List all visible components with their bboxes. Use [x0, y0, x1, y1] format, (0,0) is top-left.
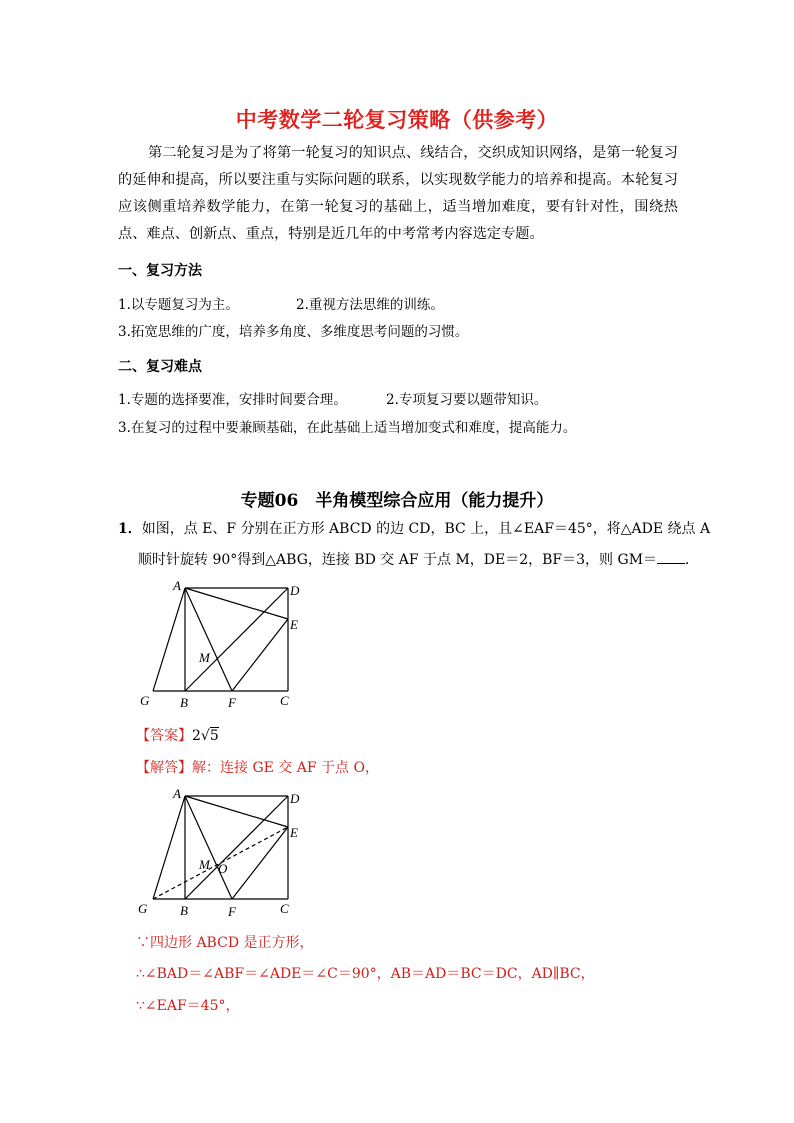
problem-text-line1: 如图，点 E、F 分别在正方形 ABCD 的边 CD，BC 上，且∠EAF＝45°，将△ADE 绕点 A — [141, 521, 711, 537]
label-B: B — [180, 903, 188, 918]
problem-text-line2: 顺时针旋转 90°得到△ABG，连接 BD 交 AF 于点 M，DE＝2，BF＝3，则 GM＝ — [138, 552, 658, 568]
edge-AG — [153, 796, 185, 899]
edge-AG — [153, 588, 185, 691]
label-M: M — [199, 650, 210, 665]
section2-item2: 2.专项复习要以题带知识。 — [386, 392, 548, 408]
section1-heading: 一、复习方法 — [118, 263, 202, 279]
sqrt-symbol: √ — [200, 728, 210, 744]
page-title: 中考数学二轮复习策略（供参考） — [235, 108, 559, 132]
label-G: G — [138, 901, 148, 916]
edge-FE — [232, 827, 288, 899]
figure-2 — [132, 782, 312, 922]
problem-line1 — [118, 518, 710, 538]
answer-radicand: 5 — [209, 728, 219, 744]
answer-blank — [657, 551, 685, 564]
intro-paragraph: 第二轮复习是为了将第一轮复习的知识点、线结合，交织成知识网络，是第一轮复习的延伸和提高，所以要注重与实际问题的联系，以实现数学能力的培养和提高。本轮复习应该侧重培养数学能力，在第一轮复习的基础上，适当增加难度，要有针对性，围绕热点、难点、创新点、重点，特别是近几年的中考常考内容选定专题。 — [118, 145, 678, 242]
section2-item1: 1.专题的选择要准，安排时间要合理。 — [118, 392, 347, 408]
solution-step2: ∴∠BAD＝∠ABF＝∠ADE＝∠C＝90°，AB＝AD＝BC＝DC，AD∥BC， — [136, 966, 595, 982]
solution-label: 【解答】 — [136, 760, 192, 776]
section1-item3: 3.拓宽思维的广度，培养多角度、多维度思考问题的习惯。 — [118, 324, 469, 340]
section2-heading: 二、复习难点 — [118, 359, 202, 375]
edge-AF — [185, 588, 232, 691]
problem-line2 — [138, 549, 699, 569]
solution-line — [136, 757, 379, 777]
label-A: A — [173, 786, 181, 801]
label-E: E — [290, 825, 298, 840]
topic-title: 专题06 半角模型综合应用（能力提升） — [240, 491, 554, 511]
solution-step3: ∵∠EAF＝45°， — [136, 998, 240, 1014]
answer-coef: 2 — [192, 728, 201, 744]
answer-line — [136, 725, 219, 745]
label-C: C — [280, 693, 289, 708]
solution-text: 解：连接 GE 交 AF 于点 O， — [192, 760, 379, 776]
section1-item2: 2.重视方法思维的训练。 — [296, 297, 444, 313]
edge-AF — [185, 796, 232, 899]
problem-number: 1． — [118, 521, 142, 537]
label-D: D — [290, 791, 300, 806]
answer-label: 【答案】 — [136, 728, 192, 744]
label-M: M — [199, 857, 210, 872]
label-G: G — [140, 693, 150, 708]
label-B: B — [180, 695, 188, 710]
edge-FE — [232, 619, 288, 691]
label-A: A — [173, 578, 181, 593]
solution-step1: ∵四边形 ABCD 是正方形， — [136, 935, 314, 951]
label-F: F — [228, 904, 236, 919]
section2-item3: 3.在复习的过程中要兼顾基础，在此基础上适当增加变式和难度，提高能力。 — [118, 420, 577, 436]
label-O: O — [218, 861, 228, 876]
label-C: C — [280, 901, 289, 916]
problem-end-punct: ． — [685, 552, 700, 568]
figure-1 — [132, 578, 312, 713]
label-E: E — [290, 617, 298, 632]
section1-item1: 1.以专题复习为主。 — [118, 297, 239, 313]
label-D: D — [290, 583, 300, 598]
label-F: F — [228, 695, 236, 710]
